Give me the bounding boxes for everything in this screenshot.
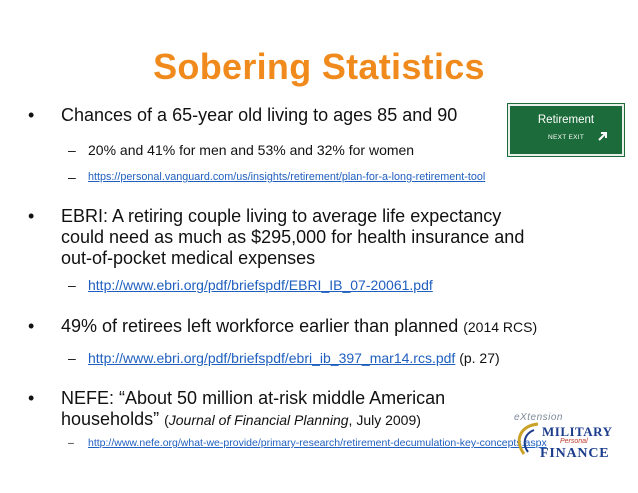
bullet-4-text-line-1: NEFE: “About 50 million at-risk middle American [61,388,446,408]
logo-finance-text: FINANCE [540,446,610,461]
bullet-dot: • [28,206,35,226]
vanguard-link[interactable]: https://personal.vanguard.com/us/insights/retirement/plan-for-a-long-retirement-tool [88,171,486,183]
bullet-dot: • [28,316,35,336]
sub-bullet-1-1-text: 20% and 41% for men and 53% and 32% for women [88,142,415,158]
retirement-exit-sign [508,104,624,156]
slide-title: Sobering Statistics [153,46,485,87]
ebri-link-2-page: (p. 27) [459,350,500,366]
logo-personal-text: Personal [560,438,588,445]
ebri-link-1[interactable]: http://www.ebri.org/pdf/briefspdf/EBRI_IB_07-20061.pdf [88,277,433,293]
bullet-dot: • [28,105,35,125]
bullet-2-text-line-2: could need as much as $295,000 for health insurance and [61,227,525,247]
logo-extension-text: eXtension [514,412,563,423]
bullet-4-citation: (Journal of Financial Planning, July 2009) [164,412,421,428]
logo-military-text: MILITARY [542,424,613,439]
bullet-3-note: (2014 RCS) [463,319,538,335]
bullet-dot: • [28,388,35,408]
bullet-2-text-line-3: out-of-pocket medical expenses [61,248,316,268]
sign-label: Retirement [537,114,595,126]
bullet-2-text-line-1: EBRI: A retiring couple living to average life expectancy [61,206,502,226]
military-finance-logo [510,410,632,472]
bullet-1-text: Chances of a 65-year old living to ages 85 and 90 [61,105,458,125]
ebri-link-2[interactable]: http://www.ebri.org/pdf/briefspdf/ebri_ib_397_mar14.rcs.pdf [88,350,456,366]
nefe-link[interactable]: http://www.nefe.org/what-we-provide/primary-research/retirement-decumulation-key-concepts.aspx [88,437,547,449]
arrow-up-right-icon [596,129,610,143]
bullet-3-text: 49% of retirees left workforce earlier than planned [61,316,459,336]
sign-sublabel: NEXT EXIT [548,134,585,141]
bullet-4-text-line-2: households” [61,409,160,429]
